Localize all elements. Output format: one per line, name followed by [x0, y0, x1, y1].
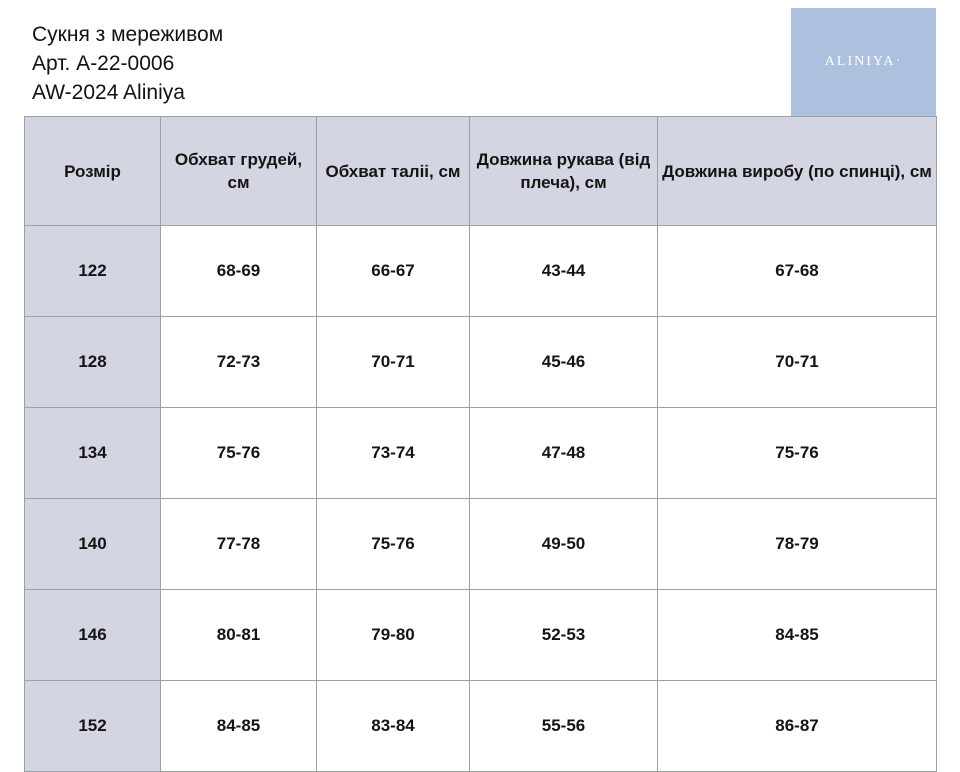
- cell-size: 140: [25, 499, 161, 590]
- cell-size: 128: [25, 317, 161, 408]
- cell-size: 122: [25, 226, 161, 317]
- table-header-row: [25, 117, 937, 226]
- brand-name: ALINIYA·: [824, 54, 903, 69]
- table-row: [25, 590, 937, 681]
- cell-chest: 68-69: [161, 226, 317, 317]
- brand-logo-box: [791, 8, 936, 116]
- product-name: Сукня з мереживом: [32, 23, 224, 46]
- cell-chest: 75-76: [161, 408, 317, 499]
- cell-waist: 75-76: [317, 499, 470, 590]
- cell-chest: 77-78: [161, 499, 317, 590]
- cell-chest: 80-81: [161, 590, 317, 681]
- cell-size: 146: [25, 590, 161, 681]
- product-article: Арт. A-22-0006: [32, 52, 175, 75]
- column-header-waist: Обхват таліі, см: [317, 117, 470, 226]
- cell-sleeve: 55-56: [470, 681, 658, 772]
- cell-waist: 83-84: [317, 681, 470, 772]
- document-header: [24, 8, 936, 116]
- cell-length: 86-87: [658, 681, 937, 772]
- cell-length: 70-71: [658, 317, 937, 408]
- cell-chest: 72-73: [161, 317, 317, 408]
- size-table: [24, 116, 937, 772]
- cell-sleeve: 43-44: [470, 226, 658, 317]
- cell-chest: 84-85: [161, 681, 317, 772]
- cell-size: 134: [25, 408, 161, 499]
- table-body: [25, 226, 937, 772]
- column-header-size: Розмір: [25, 117, 161, 226]
- table-row: [25, 499, 937, 590]
- cell-length: 67-68: [658, 226, 937, 317]
- cell-length: 78-79: [658, 499, 937, 590]
- table-row: [25, 226, 937, 317]
- size-table-container: [24, 116, 936, 772]
- cell-waist: 79-80: [317, 590, 470, 681]
- table-row: [25, 681, 937, 772]
- cell-size: 152: [25, 681, 161, 772]
- cell-waist: 70-71: [317, 317, 470, 408]
- cell-sleeve: 49-50: [470, 499, 658, 590]
- cell-length: 84-85: [658, 590, 937, 681]
- cell-length: 75-76: [658, 408, 937, 499]
- product-collection: AW-2024 Aliniya: [32, 81, 185, 104]
- cell-sleeve: 52-53: [470, 590, 658, 681]
- column-header-length: Довжина виробу (по спинці), см: [658, 117, 937, 226]
- cell-sleeve: 47-48: [470, 408, 658, 499]
- product-info: [24, 8, 791, 116]
- column-header-sleeve: Довжина рукава (від плеча), см: [470, 117, 658, 226]
- column-header-chest: Обхват грудей, см: [161, 117, 317, 226]
- cell-sleeve: 45-46: [470, 317, 658, 408]
- table-row: [25, 408, 937, 499]
- cell-waist: 66-67: [317, 226, 470, 317]
- table-header: [25, 117, 937, 226]
- cell-waist: 73-74: [317, 408, 470, 499]
- table-row: [25, 317, 937, 408]
